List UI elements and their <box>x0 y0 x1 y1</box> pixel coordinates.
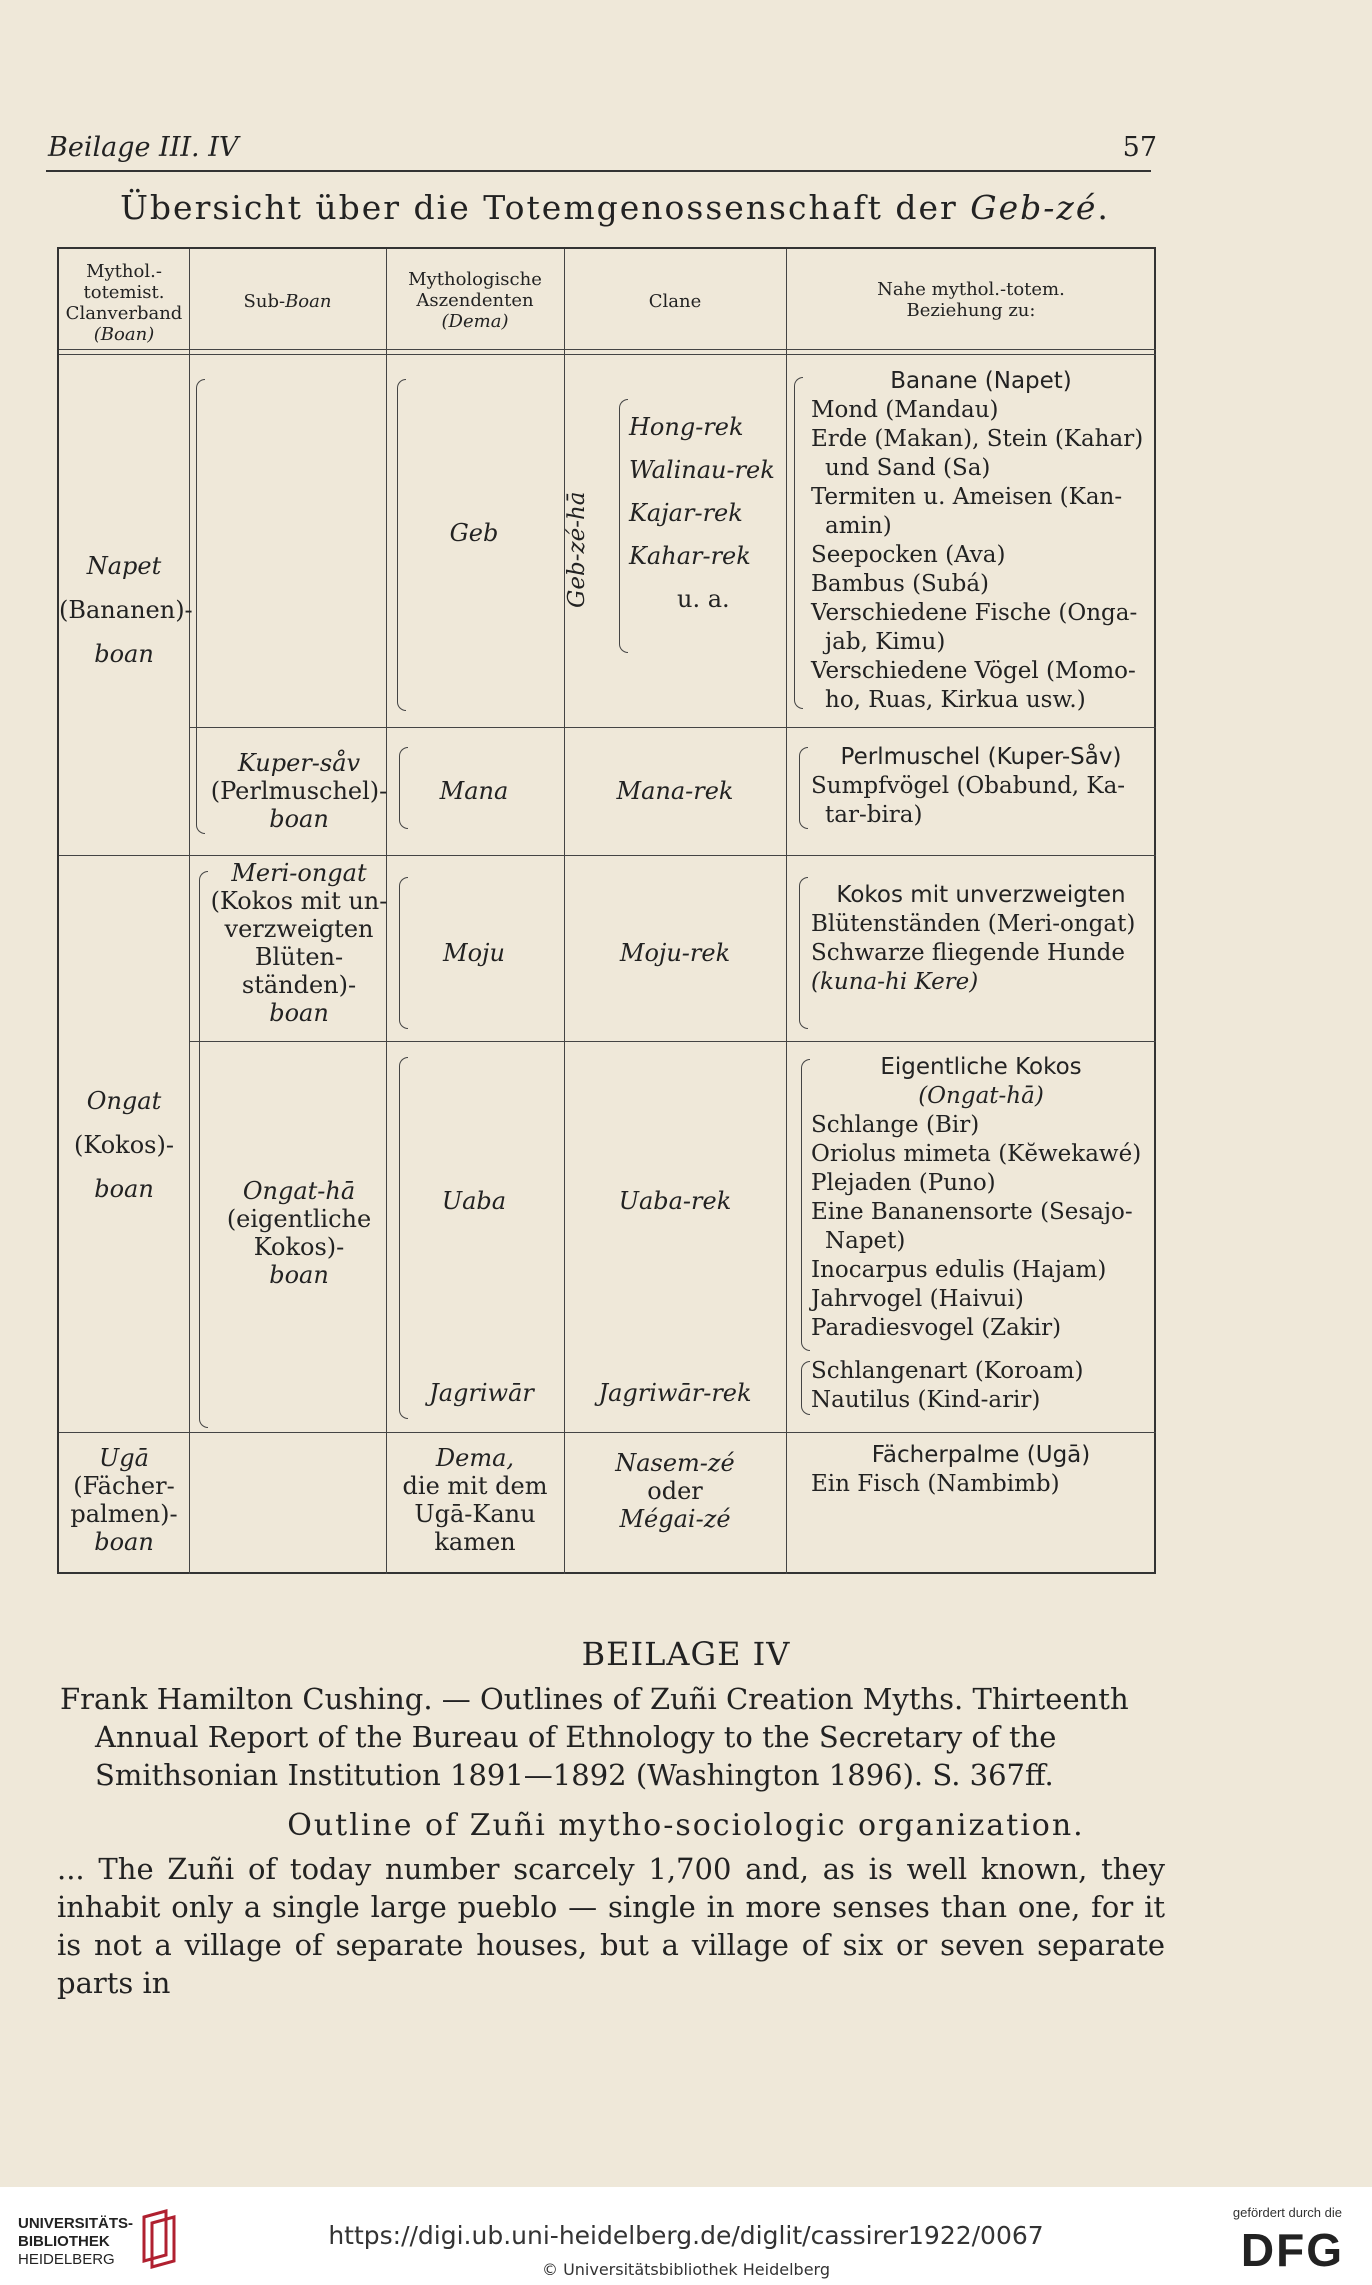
row-divider <box>189 1041 1156 1042</box>
running-head: Beilage III. IV <box>48 132 239 163</box>
clane-geb-list: Hong-rek Walinau-rek Kajar-rek Kahar-rek u. a. <box>629 413 775 613</box>
dfg-logo[interactable]: DFG <box>1240 2224 1344 2276</box>
dema-mana: Mana <box>439 777 509 805</box>
dema-uga: Dema, die mit dem Ugā-Kanu kamen <box>402 1444 548 1556</box>
table-title: Übersicht über die Totemgenossenschaft der Geb-zé. <box>120 188 1110 227</box>
relations-banane: Banane (Napet) Mond (Mandau) Erde (Makan), Stein (Kahar) und Sand (Sa) Termiten u. Ameisen (Kan- amin) Seepocken (Ava) Bambus (Subá) Verschiedene Fische (Onga- jab, Kimu) Verschiedene Vögel (Momo- ho, Ruas, Kirkua usw.) <box>811 368 1144 713</box>
bracket <box>196 379 205 834</box>
bracket <box>399 1057 408 1419</box>
subheading: Outline of Zuñi mytho-sociologic organization. <box>287 1808 1085 1843</box>
clane-uaba: Uaba-rek <box>618 1187 732 1215</box>
footer-bar <box>0 2187 1372 2285</box>
sub-boan-kuper: Kuper-såv (Perlmuschel)- boan <box>210 749 388 833</box>
bracket <box>619 399 628 653</box>
bracket <box>799 877 808 1029</box>
bracket <box>794 377 803 709</box>
clane-mana: Mana-rek <box>616 777 734 805</box>
funding-note: gefördert durch die <box>1232 2205 1342 2220</box>
sub-boan-meri: Meri-ongat (Kokos mit un- verzweigten Blüten- ständen)- boan <box>210 859 388 1027</box>
verband-ongat: Ongat (Kokos)- boan <box>74 1087 174 1203</box>
body-paragraph: ... The Zuñi of today number scarcely 1,700 and, as is well known, they inhabit only a single large pueblo — single in more senses than one, for it is not a village of separate houses, but a village of six or seven separate parts in <box>57 1852 1165 2000</box>
totem-table <box>57 247 1156 1574</box>
verband-napet: Napet (Bananen)- boan <box>59 552 193 668</box>
relations-perlmuschel: Perlmuschel (Kuper-Såv) Sumpfvögel (Obabund, Ka- tar-bira) <box>811 744 1126 828</box>
clane-uga: Nasem-zé oder Mégai-zé <box>615 1449 735 1533</box>
header-beziehung: Nahe mythol.-totem. Beziehung zu: <box>877 279 1065 321</box>
header-rule <box>59 349 1156 350</box>
sub-boan-ongat-ha: Ongat-hā (eigentliche Kokos)- boan <box>226 1177 372 1289</box>
header-clanverband: Mythol.- totemist. Clanverband (Boan) <box>65 261 183 345</box>
row-divider <box>59 1432 1156 1433</box>
group-label-geb-ze-ha: Geb-zé-hā <box>564 491 590 608</box>
dema-geb: Geb <box>449 519 499 547</box>
bibliographic-reference: Frank Hamilton Cushing. — Outlines of Zuñi Creation Myths. Thirteenth Annual Report of the Bureau of Ethnology to the Secretary of the Smithsonian Institution 1891—1892 (Washington 1896). S. 367ff. <box>60 1682 1129 1792</box>
header-sub-boan: Sub-Boan <box>243 291 332 312</box>
page-number: 57 <box>1122 132 1157 163</box>
verband-uga: Ugā (Fächer- palmen)- boan <box>70 1444 178 1556</box>
bracket <box>799 747 808 829</box>
row-divider <box>59 855 1156 856</box>
copyright-notice: © Universitätsbibliothek Heidelberg <box>541 2260 830 2279</box>
bracket <box>801 1059 810 1351</box>
relations-eigentliche-kokos: Eigentliche Kokos (Ongat-hā) Schlange (Bir) Oriolus mimeta (Kĕwekawé) Plejaden (Puno) Eine Bananensorte (Sesajo- Napet) Inocarpus edulis (Hajam) Jahrvogel (Haivui) Paradiesvogel (Zakir) <box>811 1054 1142 1341</box>
dema-jagriwar: Jagriwār <box>429 1379 534 1407</box>
clane-jagriwar: Jagriwār-rek <box>598 1379 752 1407</box>
col-divider <box>189 249 190 1574</box>
dema-moju: Moju <box>443 939 505 967</box>
col-divider <box>786 249 787 1574</box>
permalink-url[interactable]: https://digi.ub.uni-heidelberg.de/diglit/cassirer1922/0067 <box>328 2221 1044 2250</box>
bracket <box>801 1361 810 1415</box>
clane-moju: Moju-rek <box>619 939 731 967</box>
relations-jagriwar: Schlangenart (Koroam) Nautilus (Kind-arir) <box>811 1358 1084 1413</box>
library-logo[interactable]: UNIVERSITÄTS- BIBLIOTHEK HEIDELBERG <box>18 2215 134 2268</box>
header-rule <box>59 354 1156 355</box>
dema-uaba: Uaba <box>441 1187 507 1215</box>
header-dema: Mythologische Aszendenten (Dema) <box>408 269 542 332</box>
header-rule <box>46 170 1151 172</box>
row-divider <box>189 727 1156 728</box>
header-clane: Clane <box>648 291 702 312</box>
col-divider <box>564 249 565 1574</box>
section-heading: BEILAGE IV <box>581 1635 791 1673</box>
relations-faecherpalme: Fächerpalme (Ugā) Ein Fisch (Nambimb) <box>811 1442 1091 1497</box>
relations-kokos: Kokos mit unverzweigten Blütenständen (Meri-ongat) Schwarze fliegende Hunde (kuna-hi Kere) <box>811 882 1136 995</box>
bracket <box>199 871 208 1428</box>
